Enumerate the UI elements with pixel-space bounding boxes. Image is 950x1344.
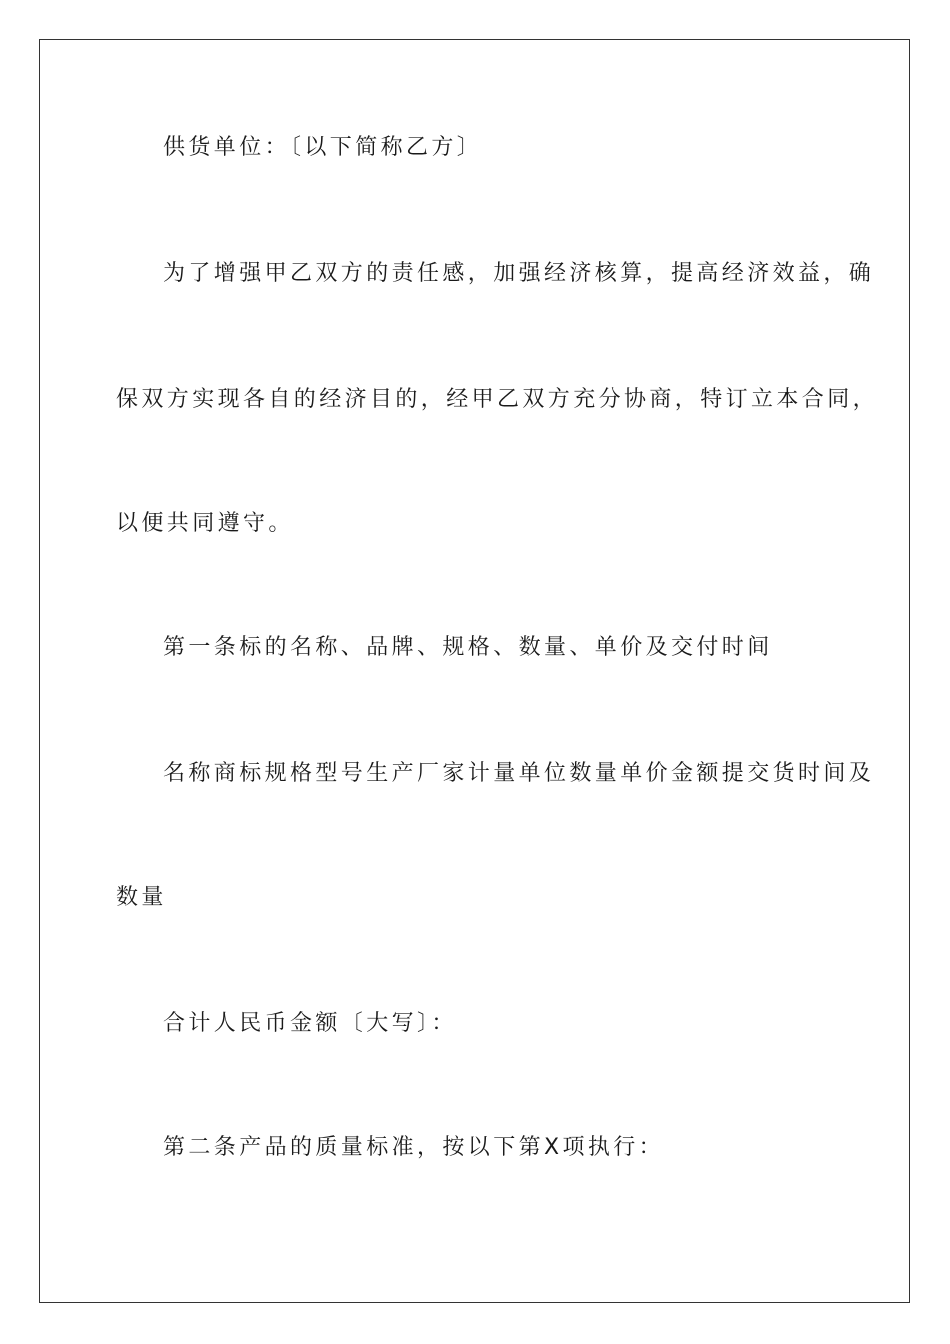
page-border	[39, 39, 910, 1303]
total-amount-line: 合计人民币金额〔大写〕：	[163, 1011, 457, 1036]
supplier-line: 供货单位：〔以下简称乙方〕	[163, 135, 483, 160]
preamble-line-2: 保双方实现各自的经济目的，经甲乙双方充分协商，特订立本合同，	[116, 387, 879, 412]
preamble-line-3: 以便共同遵守。	[116, 511, 294, 536]
item-columns-line-1: 名称商标规格型号生产厂家计量单位数量单价金额提交货时间及	[163, 761, 875, 786]
article-2-heading: 第二条产品的质量标准，按以下第X项执行：	[163, 1135, 665, 1160]
item-columns-line-2: 数量	[116, 885, 167, 910]
article-1-heading: 第一条标的名称、品牌、规格、数量、单价及交付时间	[163, 635, 773, 660]
preamble-line-1: 为了增强甲乙双方的责任感，加强经济核算，提高经济效益，确	[163, 261, 875, 286]
